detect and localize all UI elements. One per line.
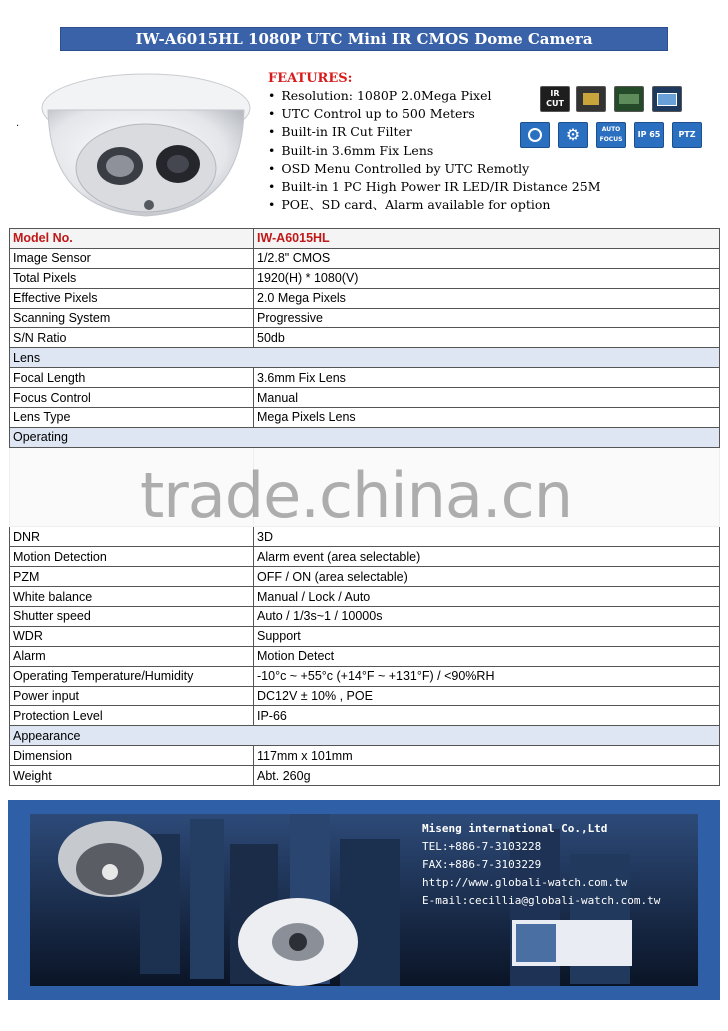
dome-camera-image (40, 70, 252, 220)
spec-value: 2.0 Mega Pixels (254, 288, 720, 308)
spec-label: PZM (10, 567, 254, 587)
section-row-lens (10, 348, 720, 368)
spec-value: 50db (254, 328, 720, 348)
spec-label: S/N Ratio (10, 328, 254, 348)
table-row (10, 547, 720, 567)
spec-value: Mega Pixels Lens (254, 408, 720, 428)
ptz-label: PTZ (678, 130, 696, 139)
spec-label: Lens Type (10, 408, 254, 428)
feature-item: • OSD Menu Controlled by UTC Remotly (268, 160, 538, 178)
spec-value: Support (254, 626, 720, 646)
table-row (10, 686, 720, 706)
spec-label: Weight (10, 766, 254, 786)
spec-label: Shutter speed (10, 606, 254, 626)
spec-label: Model No. (10, 229, 254, 249)
table-row (10, 408, 720, 428)
spec-label: Protection Level (10, 706, 254, 726)
table-row (10, 606, 720, 626)
company-name: Miseng international Co.,Ltd (422, 822, 608, 835)
ip65-label: IP 65 (637, 130, 661, 139)
table-row (10, 567, 720, 587)
ip65-icon (634, 122, 664, 148)
spec-value: Auto / 1/3s~1 / 10000s (254, 606, 720, 626)
website-link[interactable]: http://www.globali-watch.com.tw (422, 876, 628, 889)
table-row (10, 587, 720, 607)
section-row-operating (10, 427, 720, 447)
features-heading: FEATURES: (268, 71, 353, 86)
spec-label: WDR (10, 626, 254, 646)
feature-item: • POE、SD card、Alarm available for option (268, 196, 538, 214)
ir-cut-label: IR CUT (546, 89, 564, 108)
spec-label: Focal Length (10, 368, 254, 388)
spec-value: Progressive (254, 308, 720, 328)
feature-item: • Built-in 1 PC High Power IR LED/IR Distance 25M (268, 178, 538, 196)
feature-item: • UTC Control up to 500 Meters (268, 105, 538, 123)
spec-label: Total Pixels (10, 268, 254, 288)
table-row (10, 666, 720, 686)
page-title: IW-A6015HL 1080P UTC Mini IR CMOS Dome Camera (60, 27, 668, 51)
feature-item: • Built-in IR Cut Filter (268, 123, 538, 141)
contact-banner (8, 800, 720, 1000)
section-row-appearance (10, 726, 720, 746)
table-row (10, 626, 720, 646)
spec-value: -10°c ~ +55°c (+14°F ~ +131°F) / <90%RH (254, 666, 720, 686)
side-mark: . (16, 118, 20, 129)
banner-image (30, 814, 698, 986)
section-label: Operating (10, 427, 720, 447)
table-row (10, 248, 720, 268)
ir-cut-icon (540, 86, 570, 112)
spec-value: 3.6mm Fix Lens (254, 368, 720, 388)
email-link[interactable]: E-mail:cecillia@globali-watch.com.tw (422, 894, 661, 907)
table-row (10, 388, 720, 408)
spec-value: 3D (254, 527, 720, 547)
spec-value: IP-66 (254, 706, 720, 726)
table-header-row (10, 229, 720, 249)
section-label: Lens (10, 348, 720, 368)
spec-label: Dimension (10, 746, 254, 766)
spec-label: Effective Pixels (10, 288, 254, 308)
table-row (10, 746, 720, 766)
spec-value: Alarm event (area selectable) (254, 547, 720, 567)
motion-detect-icon (520, 122, 550, 148)
feature-item: • Built-in 3.6mm Fix Lens (268, 142, 538, 160)
board-icon (614, 86, 644, 112)
spec-label: Image Sensor (10, 248, 254, 268)
spec-value: Manual (254, 388, 720, 408)
spec-value: DC12V ± 10% , POE (254, 686, 720, 706)
table-row (10, 646, 720, 666)
spec-value: Abt. 260g (254, 766, 720, 786)
table-row (10, 766, 720, 786)
table-row (10, 368, 720, 388)
gear-icon: ⚙ (558, 122, 588, 148)
spec-label: DNR (10, 527, 254, 547)
contact-info (422, 820, 660, 910)
features-list (268, 87, 601, 214)
fax-text: FAX:+886-7-3103229 (422, 858, 542, 871)
spec-label: Scanning System (10, 308, 254, 328)
table-row (10, 308, 720, 328)
table-row (10, 328, 720, 348)
section-label: Appearance (10, 726, 720, 746)
watermark: trade.china.cn (140, 459, 572, 532)
auto-focus-icon (596, 122, 626, 148)
spec-value: 117mm x 101mm (254, 746, 720, 766)
spec-value: Motion Detect (254, 646, 720, 666)
spec-value: Manual / Lock / Auto (254, 587, 720, 607)
feature-item: • Resolution: 1080P 2.0Mega Pixel (268, 87, 538, 105)
spec-label: Focus Control (10, 388, 254, 408)
table-row (10, 288, 720, 308)
auto-focus-label: AUTO FOCUS (599, 126, 623, 143)
feature-badges (518, 82, 708, 152)
spec-label: Alarm (10, 646, 254, 666)
spec-value: OFF / ON (area selectable) (254, 567, 720, 587)
spec-value: 1920(H) * 1080(V) (254, 268, 720, 288)
spec-label: Power input (10, 686, 254, 706)
spec-label: Motion Detection (10, 547, 254, 567)
ptz-icon (672, 122, 702, 148)
spec-value: IW-A6015HL (254, 229, 720, 249)
table-row (10, 706, 720, 726)
spec-label: Operating Temperature/Humidity (10, 666, 254, 686)
features-block (268, 70, 601, 214)
spec-label: White balance (10, 587, 254, 607)
tel-text: TEL:+886-7-3103228 (422, 840, 542, 853)
spec-value: 1/2.8" CMOS (254, 248, 720, 268)
monitor-icon (652, 86, 682, 112)
table-row (10, 268, 720, 288)
cmos-chip-icon (576, 86, 606, 112)
